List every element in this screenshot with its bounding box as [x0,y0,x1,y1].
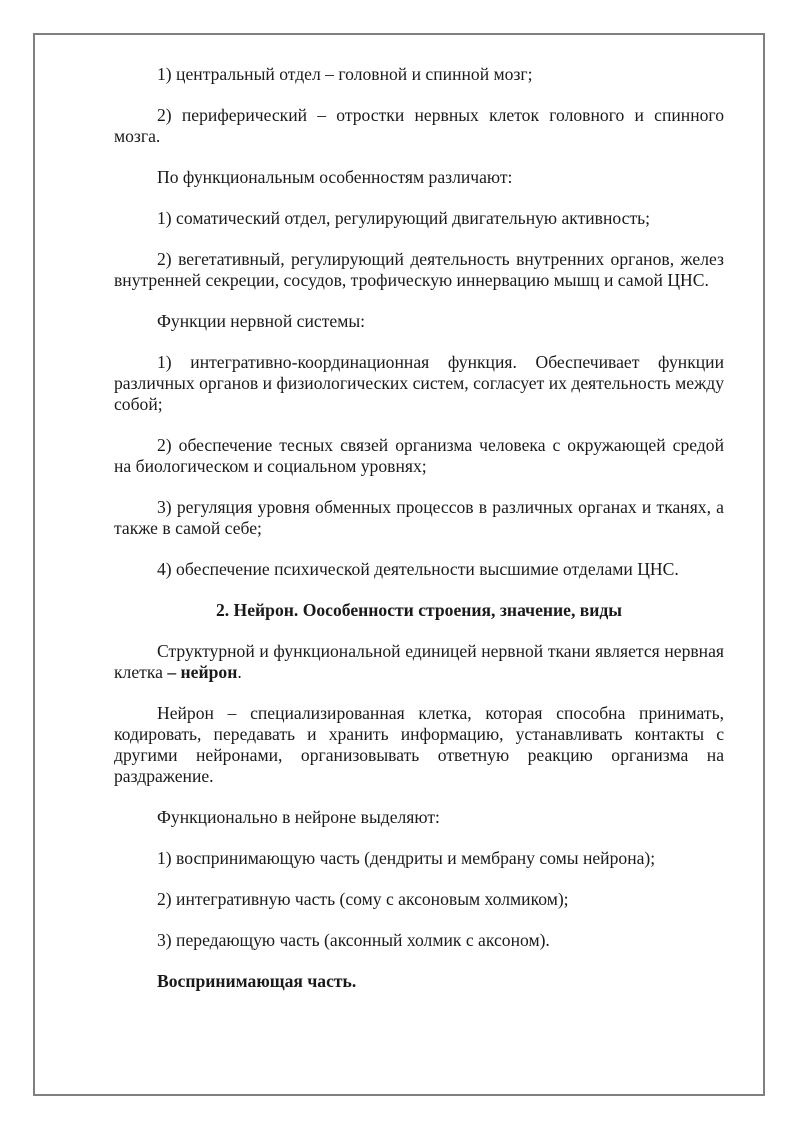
definition-term: – нейрон [167,662,238,682]
paragraph-receiving-part: 1) воспринимающую часть (дендриты и мембрану сомы нейрона); [157,848,656,868]
section-heading: 2. Нейрон. Оособенности строения, значение, виды [215,600,623,620]
paragraph-function-3: 3) регуляция уровня обменных процессов в различных органах и тканях, а также в самой себе; [114,497,724,538]
paragraph-somatic: 1) соматический отдел, регулирующий двигательную активность; [157,208,651,228]
paragraph-neuron-definition [114,641,724,683]
definition-end: . [237,662,242,682]
paragraph-function-1: 1) интегративно-координационная функция. Обеспечивает функции различных органов и физиологических систем, согласует их деятельность между собой; [114,352,724,414]
paragraph-functions-intro: Функции нервной системы: [157,311,366,331]
paragraph-neuron-parts-intro: Функционально в нейроне выделяют: [157,807,440,827]
paragraph-function-2: 2) обеспечение тесных связей организма человека с окружающей средой на биологическом и социальном уровнях; [114,435,724,476]
subheading-receiving-part: Воспринимающая часть. [157,971,357,991]
document-body [114,64,724,992]
paragraph-central-division: 1) центральный отдел – головной и спинной мозг; [157,64,533,84]
paragraph-neuron-description: Нейрон – специализированная клетка, которая способна принимать, кодировать, передавать и хранить информацию, устанавливать контакты с другими нейронами, организовывать ответную реакцию организма на раздражение. [114,703,724,786]
paragraph-vegetative: 2) вегетативный, регулирующий деятельность внутренних органов, желез внутренней секреции, сосудов, трофическую иннервацию мышц и самой ЦНС. [114,249,724,290]
paragraph-peripheral-division: 2) периферический – отростки нервных клеток головного и спинного мозга. [114,105,724,146]
paragraph-integrative-part: 2) интегративную часть (сому с аксоновым холмиком); [157,889,569,909]
definition-text: Структурной и функциональной единицей нервной ткани является нервная клетка [114,641,724,682]
paragraph-functional-intro: По функциональным особенностям различают: [157,167,513,187]
paragraph-function-4: 4) обеспечение психической деятельности высшимие отделами ЦНС. [157,559,679,579]
paragraph-transmitting-part: 3) передающую часть (аксонный холмик с аксоном). [157,930,550,950]
